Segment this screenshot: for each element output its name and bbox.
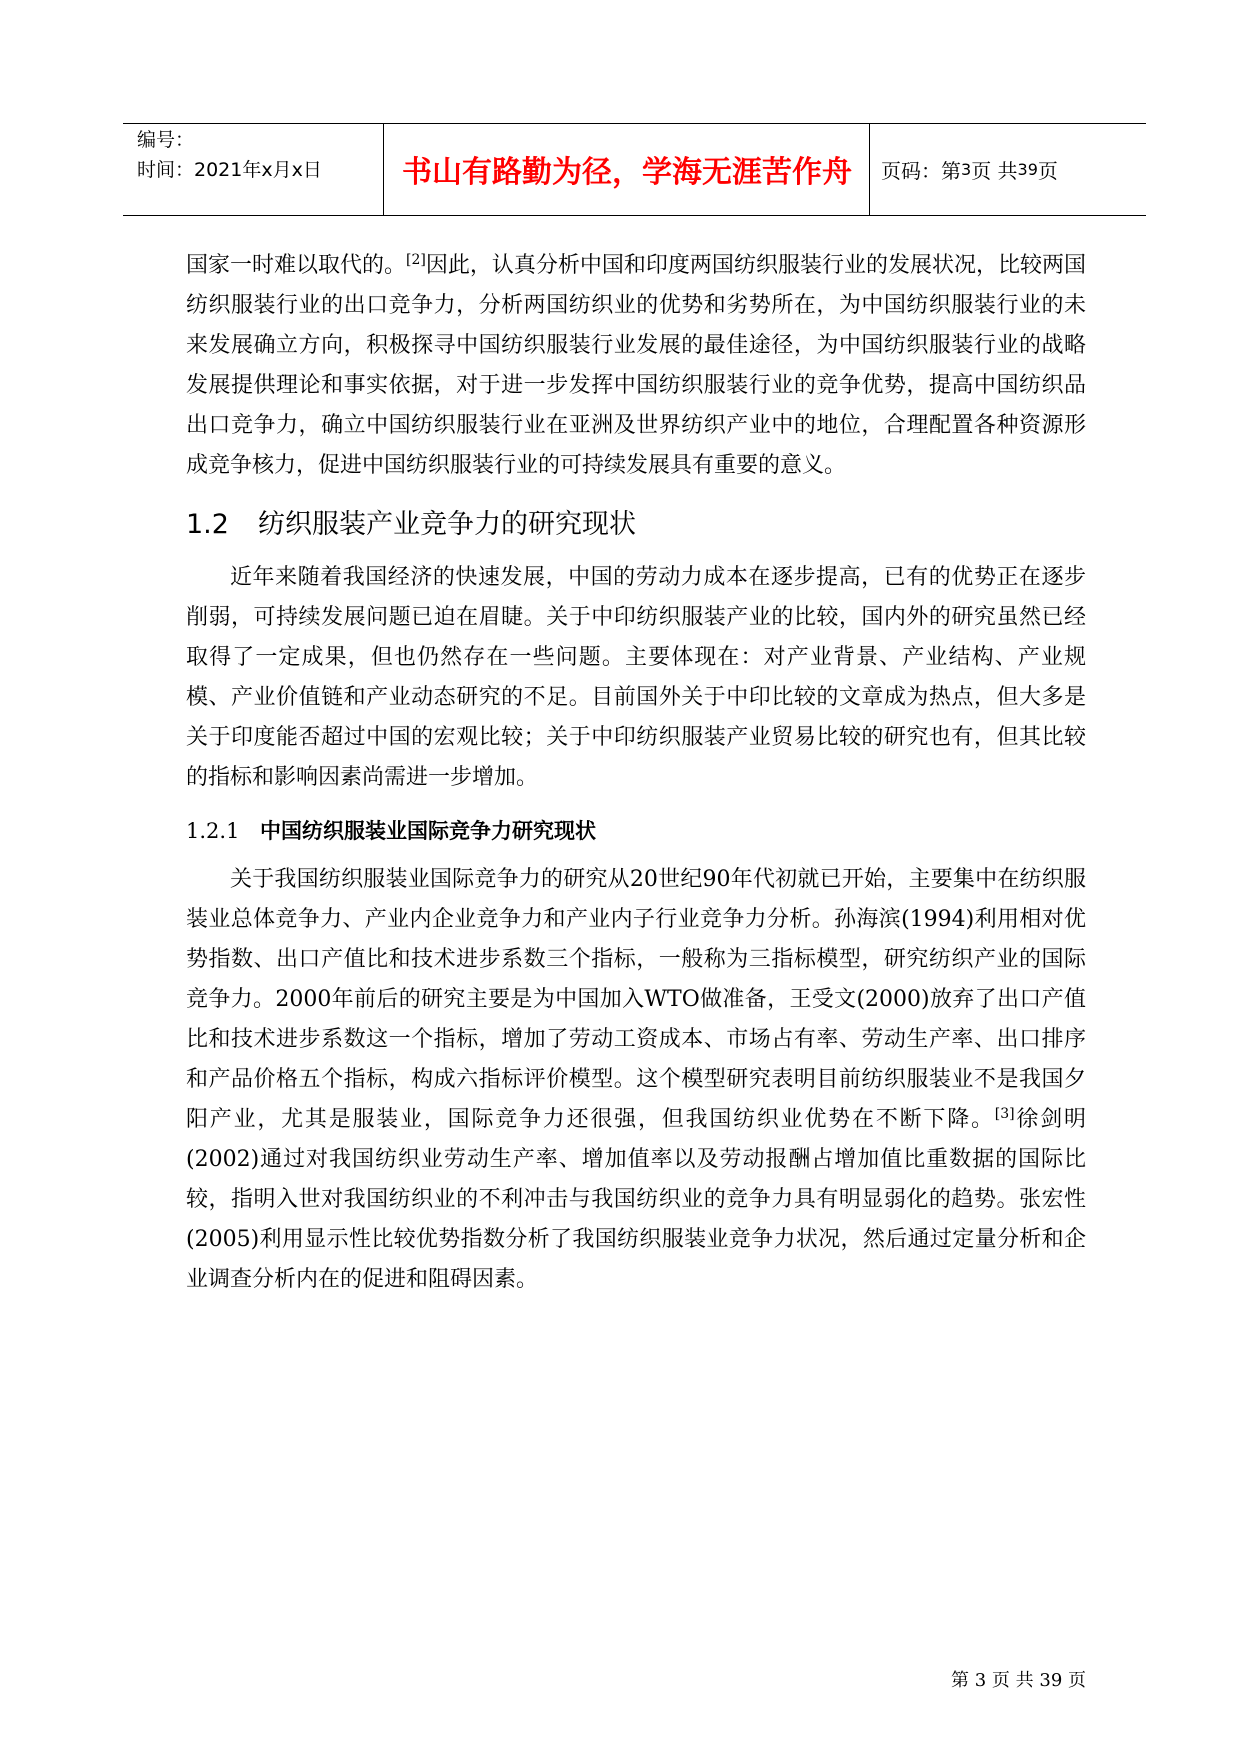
section-heading <box>186 503 1086 547</box>
paragraph-continued <box>186 246 1086 486</box>
paragraph-text: 徐剑明(2002)通过对我国纺织业劳动生产率、增加值率以及劳动报酬占增加值比重数据的国际比较，指明入世对我国纺织业的不利冲击与我国纺织业的竞争力具有明显弱化的趋势。张宏性(2005)利用显示性比较优势指数分析了我国纺织服装业竞争力状况，然后通过定量分析和企业调查分析内在的促进和阻碍因素。 <box>186 1107 1086 1292</box>
header-number-label: 编号： <box>137 129 195 151</box>
section-number: 1.2 <box>186 509 229 540</box>
header-page-current: 3 <box>961 159 972 179</box>
citation-ref: [3] <box>994 1106 1015 1122</box>
subsection-number: 1.2.1 <box>186 819 240 843</box>
paragraph: 近年来随着我国经济的快速发展，中国的劳动力成本在逐步提高，已有的优势正在逐步削弱，可持续发展问题已迫在眉睫。关于中印纺织服装产业的比较，国内外的研究虽然已经取得了一定成果，但也仍然存在一些问题。主要体现在：对产业背景、产业结构、产业规模、产业价值链和产业动态研究的不足。目前国外关于中印比较的文章成为热点，但大多是关于印度能否超过中国的宏观比较；关于中印纺织服装产业贸易比较的研究也有，但其比较的指标和影响因素尚需进一步增加。 <box>186 565 1086 790</box>
subsection-heading <box>186 811 1086 851</box>
page-footer: 第 3 页 共 39 页 <box>951 1670 1086 1691</box>
header-page-mid: 页 共 <box>971 158 1018 183</box>
header-page-prefix: 页码：第 <box>881 158 961 183</box>
header-page-suffix: 页 <box>1037 158 1058 183</box>
citation-ref: [2] <box>406 252 426 268</box>
header-meta <box>137 125 377 185</box>
header-page-indicator <box>881 123 1146 215</box>
paragraph-text: 国家一时难以取代的。 <box>186 253 407 278</box>
paragraph-text: 因此，认真分析中国和印度两国纺织服装行业的发展状况，比较两国纺织服装行业的出口竞争力，分析两国纺织业的优势和劣势所在，为中国纺织服装行业的未来发展确立方向，积极探寻中国纺织服装行业发展的最佳途径，为中国纺织服装行业的战略发展提供理论和事实依据，对于进一步发挥中国纺织服装行业的竞争优势，提高中国纺织品出口竞争力，确立中国纺织服装行业在亚洲及世界纺织产业中的地位，合理配置各种资源形成竞争核力，促进中国纺织服装行业的可持续发展具有重要的意义。 <box>186 253 1086 478</box>
header-page-total: 39 <box>1017 159 1038 179</box>
paragraph-text: 关于我国纺织服装业国际竞争力的研究从20世纪90年代初就已开始，主要集中在纺织服装业总体竞争力、产业内企业竞争力和产业内子行业竞争力分析。孙海滨(1994)利用相对优势指数、出口产值比和技术进步系数三个指标，一般称为三指标模型，研究纺织产业的国际竞争力。2000年前后的研究主要是为中国加入WTO做准备，王受文(2000)放弃了出口产值比和技术进步系数这一个指标，增加了劳动工资成本、市场占有率、劳动生产率、出口排序和产品价格五个指标，构成六指标评价模型。这个模型研究表明目前纺织服装业不是我国夕阳产业，尤其是服装业，国际竞争力还很强，但我国纺织业优势在不断下降。 <box>186 867 1086 1132</box>
paragraph <box>186 860 1086 1300</box>
header-bottom-rule <box>123 215 1146 216</box>
subsection-title: 中国纺织服装业国际竞争力研究现状 <box>260 819 596 843</box>
header-divider-left <box>383 123 384 215</box>
header-divider-right <box>869 123 870 215</box>
document-body <box>186 246 1086 1300</box>
header-motto: 书山有路勤为径，学海无涯苦作舟 <box>402 155 852 190</box>
header-time-label: 时间：2021年x月x日 <box>137 159 322 181</box>
section-title: 纺织服装产业竞争力的研究现状 <box>258 509 636 540</box>
